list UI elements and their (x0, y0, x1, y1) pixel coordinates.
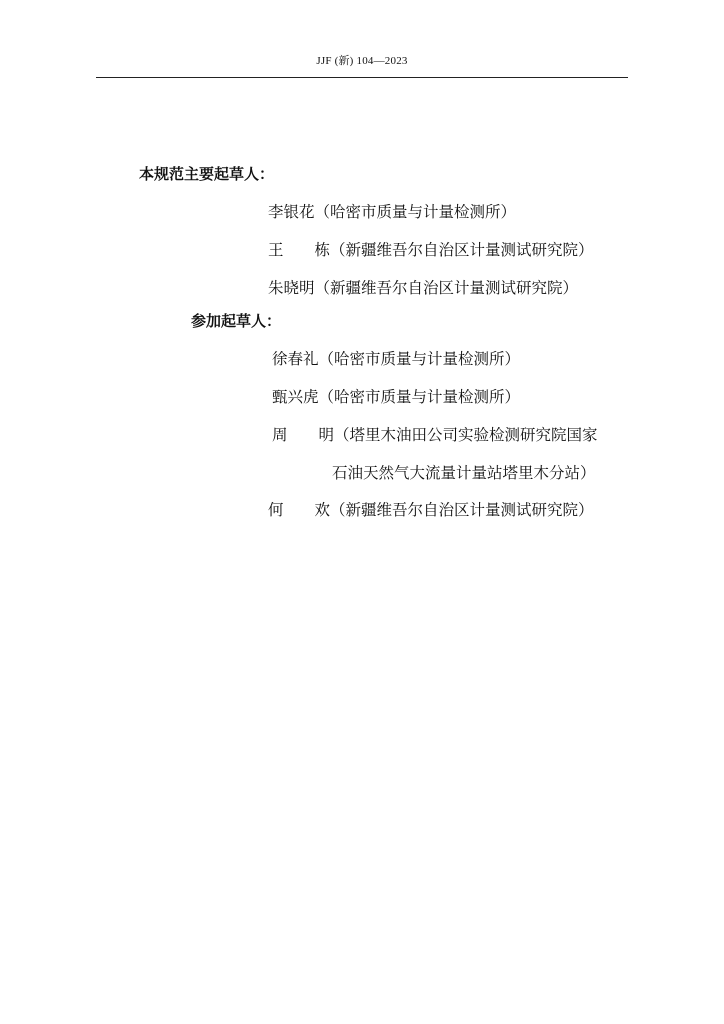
drafter-name: 徐春礼 (272, 350, 319, 368)
participating-drafters-heading: 参加起草人： (191, 312, 282, 330)
drafter-entry (272, 425, 598, 445)
document-code-header: JJF (新) 104—2023 (316, 55, 408, 67)
drafter-name: 朱晓明 (268, 279, 315, 297)
drafter-organization: （新疆维吾尔自治区计量测试研究院） (314, 279, 579, 297)
drafter-organization: （哈密市质量与计量检测所） (318, 388, 521, 406)
drafter-organization: （新疆维吾尔自治区计量测试研究院） (330, 241, 594, 259)
drafter-entry (268, 202, 516, 222)
drafter-entry (268, 278, 578, 298)
drafter-organization: （哈密市质量与计量检测所） (314, 203, 517, 221)
header-divider (96, 77, 628, 78)
drafter-name: 周 明 (272, 426, 334, 444)
drafter-name: 李银花 (268, 203, 315, 221)
drafter-entry (268, 240, 594, 260)
drafter-organization: （塔里木油田公司实验检测研究院国家 (334, 426, 598, 444)
main-drafters-heading: 本规范主要起草人： (139, 165, 275, 183)
drafter-organization: （哈密市质量与计量检测所） (318, 350, 521, 368)
drafter-entry (268, 500, 594, 520)
drafter-name: 甄兴虎 (272, 388, 319, 406)
drafter-name: 何 欢 (268, 501, 330, 519)
drafter-name: 王 栋 (268, 241, 330, 259)
drafter-entry (272, 387, 520, 407)
drafter-entry (272, 349, 520, 369)
drafter-organization-continued: 石油天然气大流量计量站塔里木分站） (332, 464, 596, 482)
drafter-organization: （新疆维吾尔自治区计量测试研究院） (330, 501, 594, 519)
